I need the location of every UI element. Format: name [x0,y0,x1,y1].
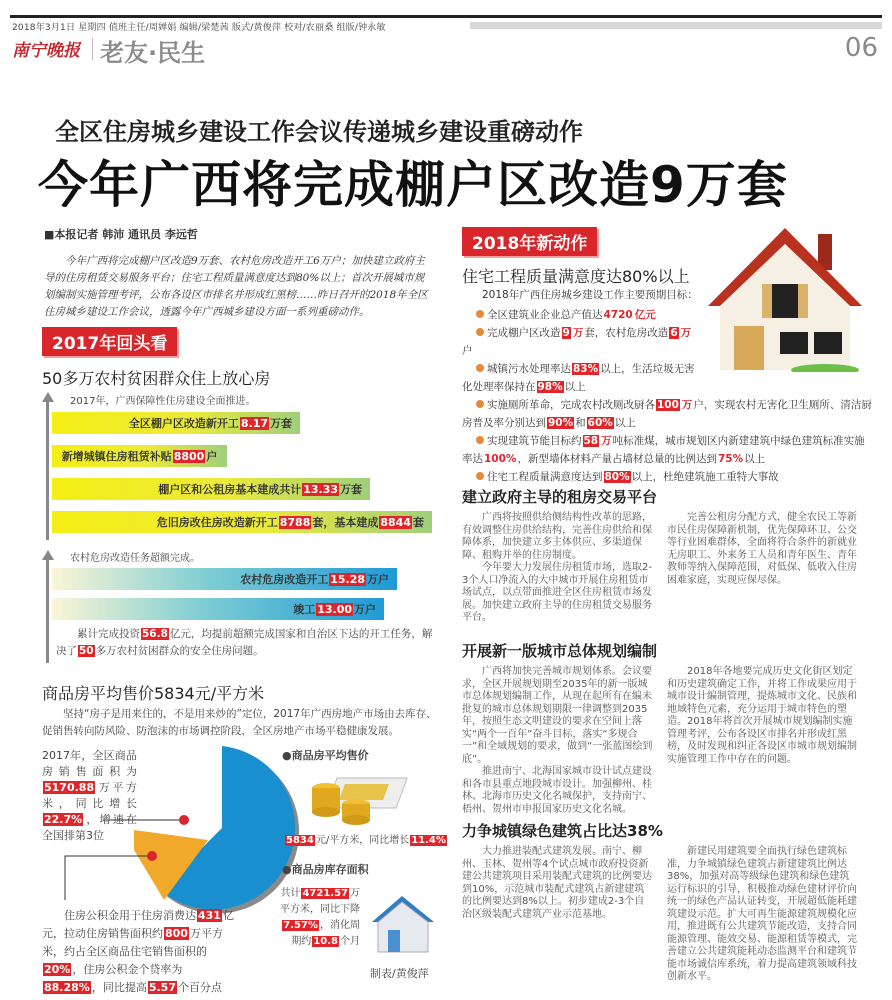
highlight-number: 11.4% [411,835,446,846]
bullet-dot-icon [476,364,484,372]
highlight-number: 13.33 [303,482,338,496]
article-subtitle: 全区住房城乡建设工作会议传递城乡建设重磅动作 [55,118,583,146]
section-heading-green: 力争城镇绿色建筑占比达38% [462,822,663,840]
highlight-number: 6 [670,327,678,339]
text-segment: 套，基本建成 [312,516,379,529]
highlight-number: 56.8 [142,628,168,640]
highlight-number: 80% [604,471,630,483]
coins-icon [300,770,430,830]
highlight-number: 431 [198,909,221,922]
text-segment: 累计完成投资 [77,628,140,640]
bullet-dot-icon [476,472,484,480]
rural-intro: 农村危房改造任务超额完成。 [70,553,200,564]
byline: ■本报记者 韩沛 通讯员 李远哲 [44,228,198,241]
text-segment: 以上 [614,417,636,429]
paragraph: 推进南宁、北海国家城市设计试点建设和各市县重点地段城市设计。加强柳州、桂林、北海市历史文化名城保护，支持南宁、梧州、贺州市申报国家历史文化名城。 [462,766,652,815]
stat-bar [52,445,227,467]
highlight-number: 60% [587,417,613,429]
text-segment: 亿元，均提前超额完成国家和自治区下达的开工任务，解决了 [56,628,433,657]
new2018-heading: 住宅工程质量满意度达80%以上 [462,267,690,286]
text-segment: 多万农村贫困群众的安全住房问题。 [95,645,264,657]
target-item [462,396,874,432]
highlight-text: 万 [601,435,612,447]
text-segment: 万平方米，约占全区商品住宅销售面积的 [42,927,223,958]
target-item [462,432,874,468]
highlight-text: 75% [717,453,744,465]
text-segment: ，住房公积金个贷率为 [72,963,183,976]
text-segment: 棚户区和公租房基本建成共计 [158,483,302,496]
highlight-text: 4720 [603,309,633,321]
stat-bar [52,568,397,590]
text-segment: 万套 [340,483,362,496]
highlight-text: 亿元 [634,309,656,321]
text-segment: 万平方米，同比增长 [42,781,137,810]
section-name: 老友·民生 [100,39,206,67]
house-illustration [700,222,870,372]
highlight-number: 50 [79,645,94,657]
text-segment: 全区建筑业企业总产值达 [487,309,603,321]
price-paragraph: 坚持“房子是用来住的，不是用来炒的”定位，2017年广西房地产市场由去库存、促销售转向防风险、防泡沫的市场调控阶段，全区房地产市场平稳健康发展。 [42,708,437,737]
text-segment: 万户 [354,603,376,616]
highlight-number: 88.28% [44,981,90,994]
review-summary [56,626,434,660]
fund-note [42,907,242,997]
text-segment: 城镇污水处理率达 [487,363,571,375]
text-segment: 以上 [564,381,586,393]
text-segment: 个百分点 [177,981,222,994]
highlight-number: 5170.88 [44,781,95,794]
text-segment: 以上 [744,453,766,465]
new2018-intro: 2018年广西住房城乡建设工作主要预期目标： [482,289,698,301]
leader-line [65,856,152,900]
highlight-text: 万 [680,327,692,339]
marker-dot [179,815,189,825]
top-rule [10,15,882,18]
highlight-number: 9 [562,327,570,339]
stat-bar [52,598,384,620]
paragraph: 大力推进装配式建筑发展。南宁、柳州、玉林、贺州等4个试点城市政府投资新建公共建筑项目采用装配式建筑的比例要达到10%，示范城市装配式建筑占新建建筑的比例要达到8%以上。初步建成2-3个自治区级装配式建筑产业示范基地。 [462,846,652,920]
text-segment: ，同比提高 [91,981,147,994]
header-band [470,22,882,29]
target-item [462,468,874,486]
highlight-text: 万 [572,327,584,339]
paragraph: 完善公租房分配方式，健全农民工等新市民住房保障新机制，优先保障环卫、公交等行业困难群体，全面将符合条件的新就业无房职工、外来务工人员和青年医生、青年教师等纳入保障范围，对低保、低收入住房困难家庭，实现应保尽保。 [667,512,857,586]
text-segment: 农村危房改造开工 [240,573,329,586]
text-segment: 以上，杜绝建筑施工重特大事故 [631,471,779,483]
text-segment: 元/平方米，同比增长 [315,835,410,846]
highlight-number: 20% [44,963,71,976]
lead-paragraph: 今年广西将完成棚户区改造9万套、农村危房改造开工6万户；加快建立政府主导的住房租赁交易服务平台；住宅工程质量满意度达到80%以上；首次开展城市规划编制实施管理考评，公布各设区市排名并形成红黑榜……昨日召开的2018年全区住房城乡建设工作会议，透露今年广西城乡建设方面一系列重磅动作。 [44,255,428,318]
dateline: 2018年3月1日 星期四 值班主任/周婵娟 编辑/梁楚茜 版式/黄俊萍 校对/农丽桑 组版/钟永敏 [12,23,386,33]
credit: 制表/黄俊萍 [370,967,429,980]
text-segment: 住宅工程质量满意度达到 [487,471,603,483]
green-col-2 [667,846,859,984]
highlight-number: 10.8 [313,936,338,947]
stat-bar [52,478,370,500]
text-segment: 亿元，拉动住房销售面积约 [42,909,234,940]
highlight-number: 5.57 [148,981,176,994]
highlight-number: 90% [548,417,574,429]
highlight-number: 8.17 [240,416,268,430]
highlight-number: 22.7% [44,813,83,826]
bullet-dot-icon [476,310,484,318]
text-segment: 户，实现农村无害化卫生厕所、清洁厨房普及率分别达到 [462,399,872,429]
avg-price-value [284,833,448,849]
text-segment: 危旧房改住房改造新开工 [156,516,278,529]
bullet-dot-icon [476,328,484,336]
highlight-text: 万 [681,399,693,411]
paragraph: 新建民用建筑要全面执行绿色建筑标准，力争城镇绿色建筑占新建建筑比例达38%，加强对高等级绿色建筑和绿色建筑运行标识的引导，积极推动绿色建材评价向统一的绿色产品认证转变，开展超低能耗建筑建设示范。扩大可再生能源建筑规模化应用，推进既有公共建筑节能改造，支持合同能源管理、能效交易、能源租赁等模式，完善建立公共建筑能耗动态监测平台和建筑节能市场诚信库系统，着力提高建筑领域科技创新水平。 [667,846,857,982]
review-heading: 50多万农村贫困群众住上放心房 [42,369,271,388]
text-segment: 万平方米，同比下降 [280,888,360,915]
review-tag: 2017年回头看 [42,327,177,356]
text-segment: 完成棚户区改造 [487,327,561,339]
paragraph: 广西将按照供给侧结构性改革的思路，有效调整住房供给结构，完善住房供给和保障体系，加快建立多主体供应、多渠道保障、租购并举的住房制度。 [462,512,652,561]
planning-col-1 [462,666,654,816]
text-segment: ，消化周期约 [291,920,360,947]
highlight-number: 100 [657,399,679,411]
text-segment: 吨标准煤，城市规划区内新建建筑中绿色建筑标准实施率达 [462,435,865,465]
text-segment: 万套 [270,417,292,430]
rental-col-1 [462,512,654,625]
blue-house-icon [362,890,442,960]
text-segment: 个月 [340,936,360,947]
new2018-tag: 2018年新动作 [462,227,597,256]
avg-price-label: ●商品房平均售价 [282,749,369,762]
text-segment: 万户 [367,573,389,586]
highlight-number: 800 [165,927,188,940]
text-segment: 套 [413,516,424,529]
marker-dot [147,851,157,861]
highlight-number: 8800 [173,449,205,463]
divider [92,38,93,60]
text-segment: 套，农村危房改造 [584,327,669,339]
highlight-number: 13.00 [317,602,352,616]
review-intro: 2017年，广西保障性住房建设全面推进。 [70,396,256,407]
bullet-dot-icon [476,400,484,408]
highlight-number: 4721.57 [302,888,348,899]
text-segment: 竣工 [293,603,316,616]
text-segment: 和 [575,417,586,429]
rental-col-2 [667,512,859,587]
stat-bar [52,511,432,533]
stat-bar [52,412,300,434]
page-number: 06 [844,33,878,63]
paragraph: 2018年各地要完成历史文化街区划定和历史建筑确定工作，并将工作成果应用于城市设计编制管理，提炼城市文化、民族和地域特色元素，充分运用于城市特色的塑造。2018年将首次开展城市规划编制实施管理考评，公布各设区市排名并形成红黑榜，及时发现和纠正各设区市城市规划编制实施管理工作中存在的问题。 [667,666,857,765]
text-segment: 新增城镇住房租赁补贴 [61,450,172,463]
paragraph: 今年要大力发展住房租赁市场，选取2-3个人口净流入的大中城市开展住房租赁市场试点，以点带面推进全区住房租赁市场发展。加快建立政府主导的住房租赁交易服务平台。 [462,562,652,623]
axis-line [46,558,49,663]
highlight-number: 58 [583,435,599,447]
green-col-1 [462,846,654,921]
highlight-number: 8844 [380,515,411,529]
text-segment: 共计 [280,888,301,899]
stock-label: ●商品房库存面积 [282,863,369,876]
axis-line [46,400,49,540]
sales-note [42,748,137,844]
stock-value [278,886,360,950]
text-segment: 以上，生活垃圾无害化处理率保持在 [462,363,695,393]
paragraph: 广西将加快完善城市规划体系。会议要求，全区开展规划期至2035年的新一版城市总体规划编制工作，从现在起所有在编未批复的城市总体规划期限一律调整到2035年，按照生态文明建设的要求在空间上落实“两个一百年”奋斗目标，落实“多规合一”和全域规划的要求，做到“一张蓝图绘到底”。 [462,666,653,765]
newspaper-logo: 南宁晚报 [12,41,80,61]
text-segment: ，新型墙体材料产量占墙材总量的比例达到 [517,453,717,465]
article-title: 今年广西将完成棚户区改造9万套 [38,156,788,214]
highlight-number: 98% [537,381,563,393]
text-segment: 全区棚户区改造新开工 [128,417,239,430]
highlight-text: 100% [484,453,517,465]
price-heading: 商品房平均售价5834元/平方米 [42,684,265,703]
highlight-number: 83% [573,363,599,375]
highlight-number: 7.57% [283,920,318,931]
text-segment: 户 [206,450,218,463]
text-segment: 住房公积金用于住房消费达 [64,909,196,922]
highlight-number: 15.28 [330,572,365,586]
section-heading-planning: 开展新一版城市总体规划编制 [462,642,658,660]
planning-col-2 [667,666,859,766]
highlight-number: 5834 [286,835,314,846]
text-segment: 2017年，全区商品房销售面积为 [42,749,137,778]
text-segment: 实现建筑节能目标约 [487,435,582,447]
text-segment: ，增速在全国排第3位 [42,813,137,842]
bullet-dot-icon [476,436,484,444]
highlight-number: 8788 [279,515,311,529]
text-segment: 户 [462,345,473,357]
section-heading-rental: 建立政府主导的租房交易平台 [462,488,658,506]
text-segment: 实施厕所革命，完成农村改厕改厨各 [487,399,655,411]
